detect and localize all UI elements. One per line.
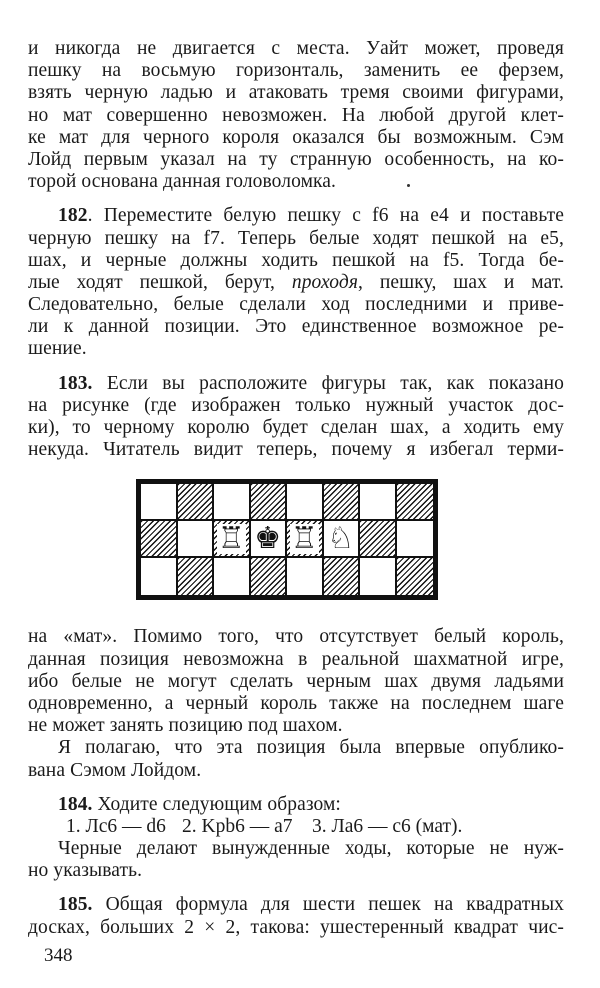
move-3: 3. Лa6 — c6 (мат). <box>312 815 463 837</box>
problem-number: 184. <box>58 793 93 815</box>
text-line: данная позиция невозможна в реальной шахматной игре, <box>28 648 564 670</box>
text-line: пешку на восьмую горизонталь, заменить ее ферзем, <box>28 60 564 82</box>
text-line: взять черную ладью и атаковать тремя своими фигурами, <box>28 82 564 104</box>
text-line: Черные делают вынужденные ходы, которые не нуж- <box>58 838 564 860</box>
text-line: досках, больших 2 × 2, такова: ушестеренный квадрат чис- <box>28 916 564 938</box>
board-square-light <box>141 484 178 521</box>
text-line: 183. Если вы расположите фигуры так, как показано <box>58 372 564 394</box>
black-king-icon: ♚ <box>254 520 282 556</box>
text-line: 184. Ходите следующим образом: <box>58 793 341 815</box>
board-square-dark <box>324 558 361 595</box>
page-number: 348 <box>44 945 73 966</box>
problem-number: 182 <box>58 205 88 227</box>
text-line: шах, и черные должны ходить пешкой на f5. Тогда бе- <box>28 249 564 271</box>
paragraph-solution-185 <box>28 894 564 938</box>
move-list <box>28 816 564 838</box>
text-line: но мат совершенно невозможен. На любой другой клет- <box>28 104 564 126</box>
text-line: некуда. Читатель видит теперь, почему я избегал терми- <box>28 439 564 461</box>
chess-board-figure <box>136 479 438 600</box>
chess-board <box>136 479 438 600</box>
text-line: 185. Общая формула для шести пешек на квадратных <box>58 894 564 916</box>
text-line: Лойд первым указал на ту странную особенность, на ко- <box>28 148 564 170</box>
paragraph-solution-182 <box>28 205 564 360</box>
text-line: ибо белые не могут сделать черным шах двумя ладьями <box>28 670 564 692</box>
board-square-dark <box>360 521 397 558</box>
paragraph-solution-184 <box>28 794 564 883</box>
text-line: и никогда не двигается с места. Уайт может, проведя <box>28 38 564 59</box>
text-line: на рисунке (где изображен только нужный участок дос- <box>28 394 564 416</box>
board-square-light <box>214 484 251 521</box>
paragraph-solution-183-continued <box>28 626 564 781</box>
board-square-light <box>360 484 397 521</box>
text-line: черную пешку на f7. Теперь белые ходят пешкой на e5, <box>28 227 564 249</box>
problem-number: 185. <box>58 894 93 916</box>
text-line: но указывать. <box>28 860 143 882</box>
text-line: вана Сэмом Лойдом. <box>28 759 202 781</box>
italic-term: проходя <box>291 271 358 293</box>
text-line: Я полагаю, что эта позиция была впервые опублико- <box>58 737 564 759</box>
white-rook-icon: ♖ <box>217 520 245 556</box>
text-line: 182. Переместите белую пешку с f6 на e4 и поставьте <box>58 205 564 227</box>
board-square-dark <box>397 558 434 595</box>
board-square-dark <box>324 484 361 521</box>
text-line: ке мат для черного короля оказался бы возможным. Сэм <box>28 126 564 148</box>
board-square-dark <box>214 521 251 558</box>
board-square-light <box>141 558 178 595</box>
board-square-dark <box>397 484 434 521</box>
board-square-light <box>287 558 324 595</box>
text-line: шение. <box>28 338 87 360</box>
board-square-light <box>214 558 251 595</box>
text-line: не может занять позицию под шахом. <box>28 715 343 737</box>
white-knight-icon: ♘ <box>327 520 355 556</box>
text-line: ки), то черному королю будет сделан шах, а ходить ему <box>28 417 564 438</box>
print-speck <box>407 184 410 187</box>
board-square-light <box>251 521 288 558</box>
paragraph-solution-183 <box>28 373 564 462</box>
problem-number: 183. <box>58 372 93 394</box>
text-line: ли к данной позиции. Это единственное возможное ре- <box>28 316 564 338</box>
board-square-dark <box>141 521 178 558</box>
board-square-dark <box>178 484 215 521</box>
paragraph-continuation <box>28 38 564 193</box>
board-square-light <box>324 521 361 558</box>
text-line: лые ходят пешкой, берут, проходя, пешку, шах и мат. <box>28 271 564 293</box>
board-square-light <box>360 558 397 595</box>
board-square-dark <box>251 484 288 521</box>
text-line: Следовательно, белые сделали ход последними и приве- <box>28 294 564 316</box>
white-rook-icon: ♖ <box>290 520 318 556</box>
board-square-light <box>178 521 215 558</box>
board-square-dark <box>287 521 324 558</box>
board-square-dark <box>251 558 288 595</box>
text-line: торой основана данная головоломка. <box>28 171 337 193</box>
move-2: 2. Kpb6 — a7 <box>182 815 293 837</box>
board-square-dark <box>178 558 215 595</box>
text-line: на «мат». Помимо того, что отсутствует белый король, <box>28 626 564 648</box>
board-square-light <box>397 521 434 558</box>
move-1: 1. Лc6 — d6 <box>66 815 166 837</box>
board-square-light <box>287 484 324 521</box>
text-line: одновременно, а черный король также на последнем шаге <box>28 692 564 714</box>
